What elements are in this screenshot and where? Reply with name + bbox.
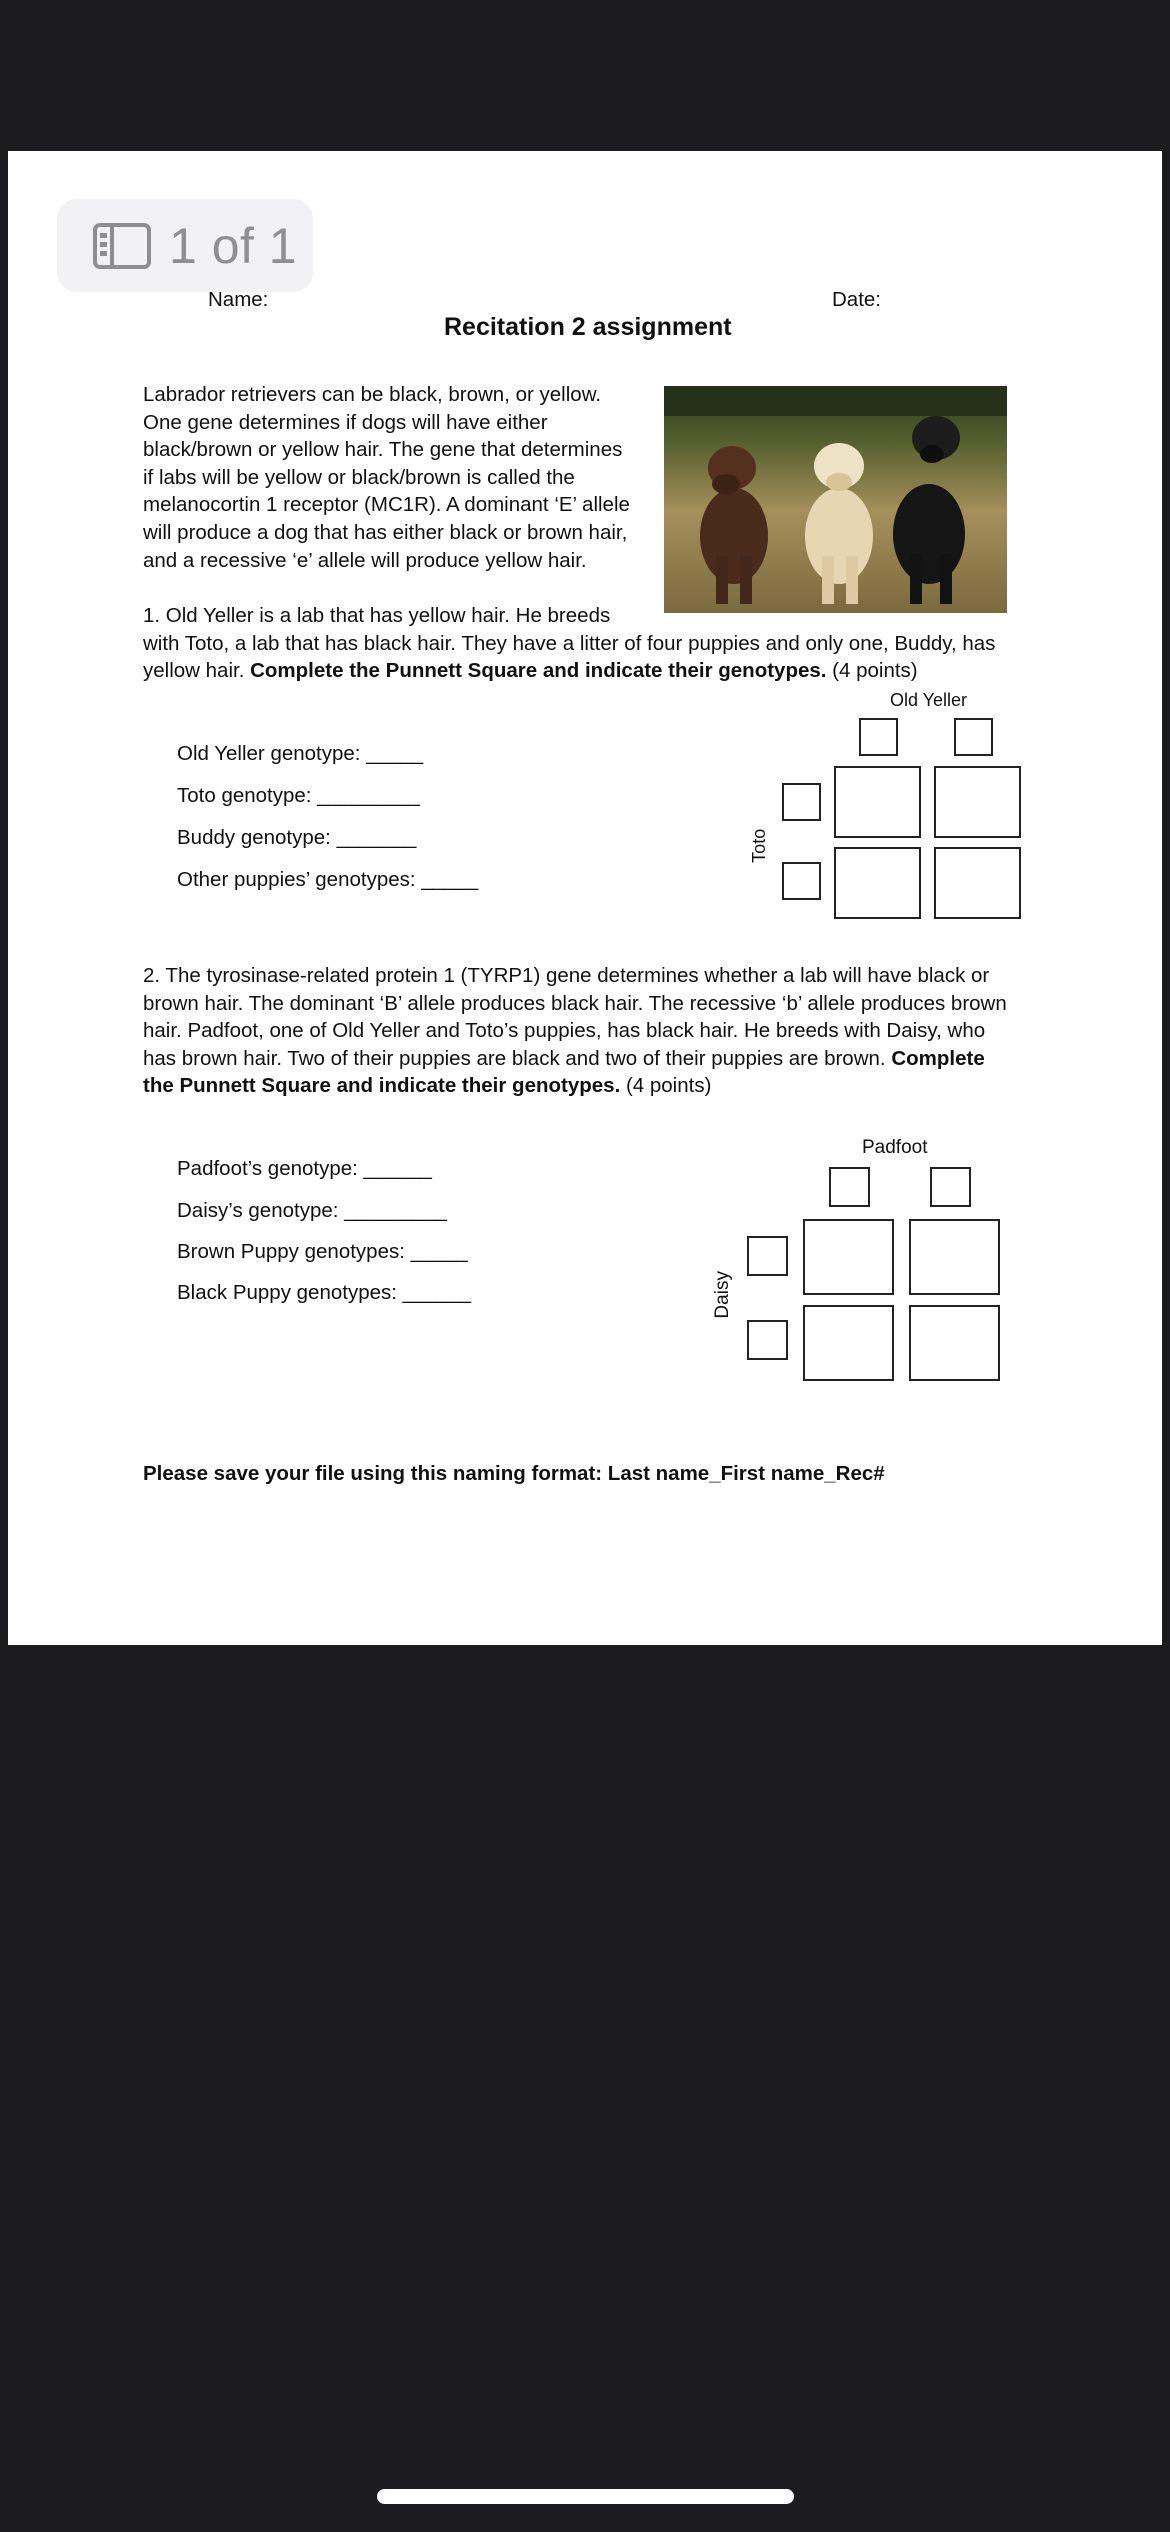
allele-box[interactable] [747,1320,788,1360]
padfoot-parent-label: Padfoot [862,1137,928,1158]
buddy-genotype-field[interactable]: Buddy genotype: _______ [177,826,417,849]
old-yeller-parent-label: Old Yeller [890,690,968,710]
toto-parent-label: Toto [749,828,770,863]
punnett-cell[interactable] [909,1305,1000,1381]
allele-box[interactable] [782,783,821,821]
allele-box[interactable] [829,1167,870,1207]
assignment-title: Recitation 2 assignment [444,313,732,341]
punnett-cell[interactable] [909,1219,1000,1295]
daisy-parent-label: Daisy [712,1271,734,1319]
save-instruction: Please save your file using this naming format: Last name_First name_Rec# [143,1462,885,1485]
allele-box[interactable] [859,718,898,756]
other-puppies-genotype-field[interactable]: Other puppies’ genotypes: _____ [177,868,479,891]
date-label: Date: [832,288,881,311]
old-yeller-genotype-field[interactable]: Old Yeller genotype: _____ [177,742,424,765]
page-indicator[interactable] [57,199,313,292]
allele-box[interactable] [954,718,993,756]
punnett-cell[interactable] [834,766,921,838]
allele-box[interactable] [782,862,821,900]
punnett-cell[interactable] [803,1219,894,1295]
brown-puppy-genotype-field[interactable]: Brown Puppy genotypes: _____ [177,1240,468,1263]
daisy-genotype-field[interactable]: Daisy’s genotype: _________ [177,1199,447,1222]
page-count: 1 of 1 [169,217,298,274]
toto-genotype-field[interactable]: Toto genotype: _________ [177,784,420,807]
punnett-cell[interactable] [934,766,1021,838]
punnett-cell[interactable] [803,1305,894,1381]
padfoot-genotype-field[interactable]: Padfoot’s genotype: ______ [177,1157,432,1180]
home-indicator[interactable] [377,2489,794,2504]
allele-box[interactable] [747,1236,788,1276]
punnett-cell[interactable] [834,847,921,919]
sidebar-toggle-icon[interactable] [93,223,151,269]
labrador-photo [664,386,1007,613]
black-puppy-genotype-field[interactable]: Black Puppy genotypes: ______ [177,1281,472,1304]
allele-box[interactable] [930,1167,971,1207]
name-label: Name: [208,288,269,311]
punnett-cell[interactable] [934,847,1021,919]
